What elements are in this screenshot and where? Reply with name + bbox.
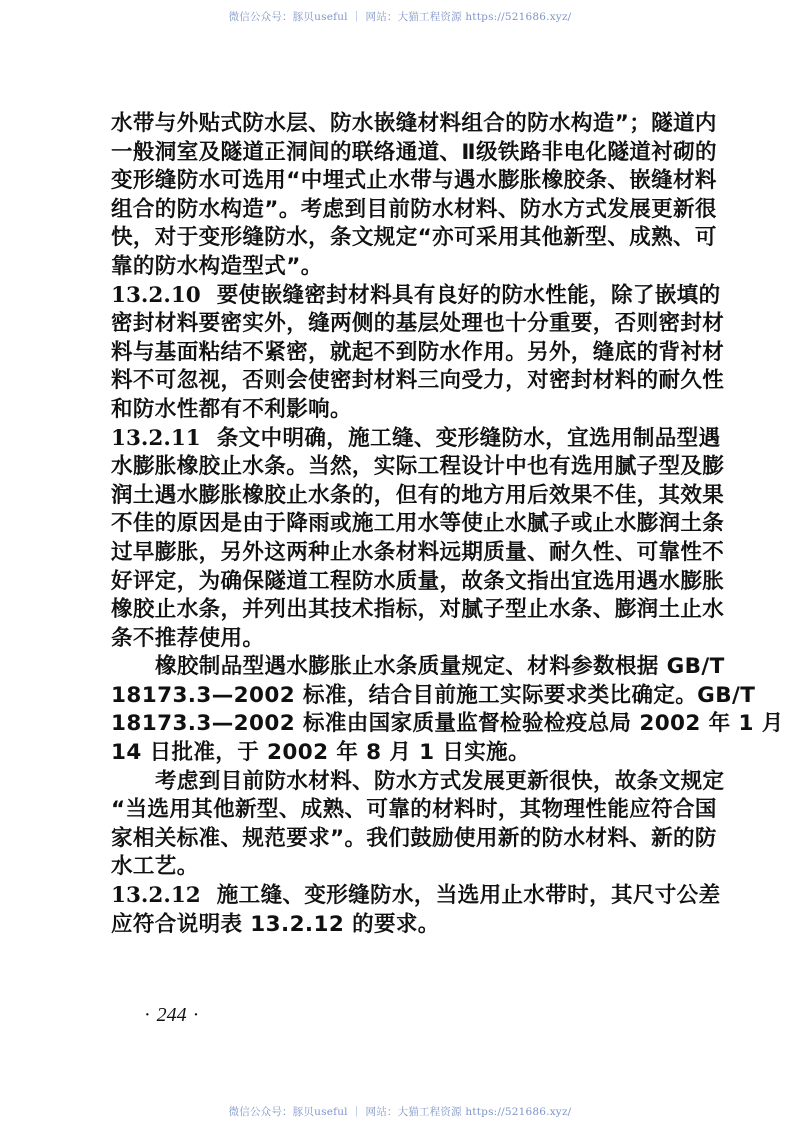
text-line: 水膨胀橡胶止水条。当然，实际工程设计中也有选用腻子型及膨	[111, 454, 725, 480]
page-number	[138, 1004, 205, 1027]
continuation-paragraph	[111, 110, 717, 282]
clause-number: 13.2.10	[111, 282, 201, 308]
text-line: 密封材料要密实外，缝两侧的基层处理也十分重要，否则密封材	[111, 311, 725, 337]
text-line: “当选用其他新型、成熟、可靠的材料时，其物理性能应符合国	[111, 797, 717, 823]
text-span: 施工缝、变形缝防水，当选用止水带时，其尺寸公差	[216, 883, 721, 909]
document-page-body	[111, 110, 784, 939]
text-line: 变形缝防水可选用“中埋式止水带与遇水膨胀橡胶条、嵌缝材料	[111, 168, 717, 194]
text-line: 和防水性都有不利影响。	[111, 396, 352, 422]
text-span: 条文中明确，施工缝、变形缝防水，宜选用制品型遇	[216, 425, 721, 451]
text-line: 好评定，为确保隧道工程防水质量，故条文指出宜选用遇水膨胀	[111, 568, 725, 594]
clause-first-line	[111, 282, 721, 311]
text-line: 条不推荐使用。	[111, 625, 265, 651]
clause-first-line	[111, 425, 721, 454]
watermark-header: 微信公众号：豚贝useful ｜ 网站：大猫工程资源 https://521686.xyz/	[228, 11, 572, 23]
text-span: 要使嵌缝密封材料具有良好的防水性能，除了嵌填的	[216, 282, 721, 308]
text-line: 润土遇水膨胀橡胶止水条的，但有的地方用后效果不佳，其效果	[111, 482, 725, 508]
clause-first-line	[111, 882, 721, 911]
text-line: 过早膨胀，另外这两种止水条材料远期质量、耐久性、可靠性不	[111, 539, 725, 565]
text-line: 料不可忽视，否则会使密封材料三向受力，对密封材料的耐久性	[111, 368, 725, 394]
clause-13-2-10	[111, 282, 725, 425]
text-line: 应符合说明表 13.2.12 的要求。	[111, 911, 440, 937]
text-line: 组合的防水构造”。考虑到目前防水材料、防水方式发展更新很	[111, 196, 717, 222]
page-number-dot: ·	[144, 1004, 151, 1026]
text-line: 14 日批准，于 2002 年 8 月 1 日实施。	[111, 740, 530, 766]
clause-number: 13.2.11	[111, 425, 201, 451]
clause-number: 13.2.12	[111, 883, 201, 909]
text-line: 不佳的原因是由于降雨或施工用水等使止水腻子或止水膨润土条	[111, 511, 725, 537]
text-line: 考虑到目前防水材料、防水方式发展更新很快，故条文规定	[155, 768, 725, 794]
watermark-footer: 微信公众号：豚贝useful ｜ 网站：大猫工程资源 https://521686.xyz/	[228, 1106, 572, 1118]
text-line: 快，对于变形缝防水，条文规定“亦可采用其他新型、成熟、可	[111, 225, 717, 251]
text-line: 橡胶制品型遇水膨胀止水条质量规定、材料参数根据 GB/T	[155, 654, 725, 680]
page-number-dot: ·	[192, 1004, 200, 1026]
text-line: 水带与外贴式防水层、防水嵌缝材料组合的防水构造”；隧道内	[111, 111, 717, 136]
text-line: 一般洞室及隧道正洞间的联络通道、Ⅱ级铁路非电化隧道衬砌的	[111, 139, 717, 165]
text-line: 料与基面粘结不紧密，就起不到防水作用。另外，缝底的背衬材	[111, 339, 725, 365]
text-line: 18173.3—2002 标准由国家质量监督检验检疫总局 2002 年 1 月	[111, 711, 784, 737]
clause-13-2-12	[111, 882, 721, 939]
text-line: 水工艺。	[111, 854, 199, 880]
text-line: 家相关标准、规范要求”。我们鼓励使用新的防水材料、新的防	[111, 825, 717, 851]
text-line: 18173.3—2002 标准，结合目前施工实际要求类比确定。GB/T	[111, 682, 756, 708]
page-number-value: 244	[156, 1004, 187, 1026]
text-line: 靠的防水构造型式”。	[111, 253, 323, 279]
clause-13-2-11	[111, 425, 784, 883]
text-line: 橡胶止水条，并列出其技术指标，对腻子型止水条、膨润土止水	[111, 597, 725, 623]
